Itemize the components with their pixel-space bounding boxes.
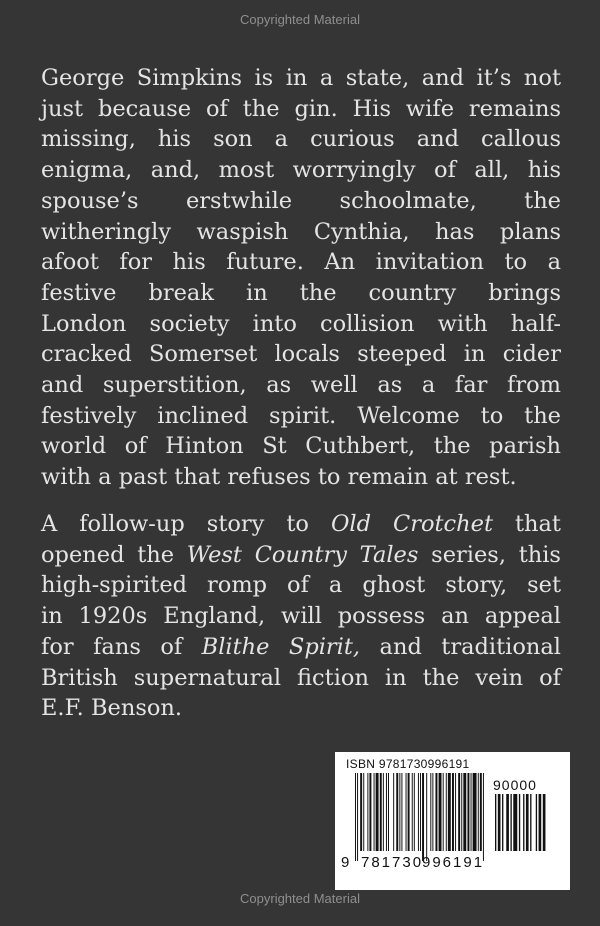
barcode-digits-left: 781730 <box>361 854 424 871</box>
book-title-old-crotchet: Old Crotchet <box>330 511 493 537</box>
blurb-line: world of Hinton St Cuthbert, the parish <box>41 433 561 460</box>
barcode-bars-icon <box>355 773 485 861</box>
blurb-line: just because of the gin. His wife remains <box>41 95 561 122</box>
text-run: opened the <box>41 541 187 568</box>
price-addon-digits: 90000 <box>493 777 537 793</box>
blurb-line: festive break in the country brings <box>41 279 561 306</box>
text-run: for fans of <box>41 633 202 660</box>
blurb-line: London society into collision with half- <box>41 310 561 337</box>
blurb-paragraph-2 <box>41 509 561 724</box>
blurb-line: with a past that refuses to remain at rest. <box>41 464 517 491</box>
blurb-line: afoot for his future. An invitation to a <box>41 249 561 276</box>
blurb-line: British supernatural fiction in the vein of <box>41 664 561 691</box>
watermark-top: Copyrighted Material <box>240 12 360 27</box>
blurb-paragraph-1 <box>41 63 561 493</box>
text-run: A follow-up story to <box>41 511 331 537</box>
isbn-label: ISBN 9781730996191 <box>346 757 470 771</box>
text-run: series, this <box>418 541 561 568</box>
blurb-line: George Simpkins is in a state, and it’s not <box>41 65 561 91</box>
blurb-line: spouse’s erstwhile schoolmate, the <box>41 187 561 214</box>
blurb-line: E.F. Benson. <box>41 695 183 722</box>
blurb-line: and superstition, as well as a far from <box>41 372 561 399</box>
blurb-line: in 1920s England, will possess an appeal <box>41 603 561 630</box>
blurb-line: missing, his son a curious and callous <box>41 126 561 153</box>
blurb-line: cracked Somerset locals steeped in cider <box>41 341 561 368</box>
blurb-line <box>41 509 561 540</box>
isbn-barcode <box>335 752 570 890</box>
blurb-line: high-spirited romp of a ghost story, set <box>41 572 561 599</box>
text-run: and traditional <box>360 633 562 660</box>
blurb-line: enigma, and, most worryingly of all, his <box>41 157 561 184</box>
blurb-line <box>41 632 561 663</box>
blurb-line: witheringly waspish Cynthia, has plans <box>41 218 561 245</box>
text-run: that <box>493 511 561 537</box>
blurb-line: festively inclined spirit. Welcome to the <box>41 402 561 429</box>
addon-barcode-bars-icon <box>495 794 547 861</box>
barcode-digit-first: 9 <box>341 854 352 871</box>
watermark-bottom: Copyrighted Material <box>240 891 360 906</box>
series-title-west-country-tales: West Country Tales <box>186 541 419 568</box>
barcode-digits-right: 996191 <box>422 854 485 871</box>
blurb-line <box>41 540 561 571</box>
title-blithe-spirit: Blithe Spirit, <box>201 633 361 660</box>
